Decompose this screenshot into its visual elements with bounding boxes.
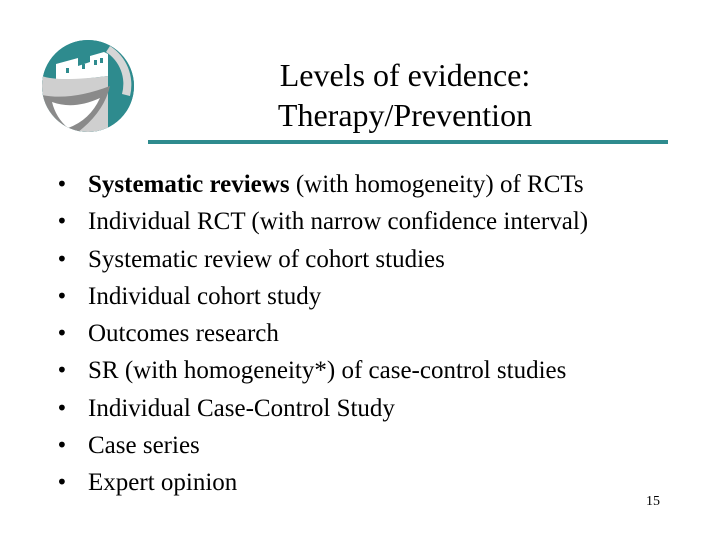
list-item xyxy=(50,241,700,278)
title-line-1: Levels of evidence: xyxy=(279,57,531,93)
list-item xyxy=(50,278,700,315)
title-divider xyxy=(148,140,668,144)
bullet-icon: • xyxy=(56,283,68,308)
slide-title xyxy=(190,55,620,135)
list-item-text: SR (with homogeneity*) of case-control studies xyxy=(88,357,567,385)
list-item xyxy=(50,427,700,464)
bullet-icon: • xyxy=(56,321,68,346)
bullet-icon: • xyxy=(56,358,68,383)
list-item-text: Systematic review of cohort studies xyxy=(88,245,445,273)
bullet-icon: • xyxy=(56,470,68,495)
title-line-2: Therapy/Prevention xyxy=(277,97,533,133)
list-item-text: Individual Case-Control Study xyxy=(88,394,395,422)
bullet-icon: • xyxy=(56,395,68,420)
list-item xyxy=(50,315,700,352)
list-item xyxy=(50,464,700,501)
bullet-icon: • xyxy=(56,246,68,271)
page-number: 15 xyxy=(646,494,660,509)
building-logo-icon xyxy=(38,36,138,136)
list-item-text: Outcomes research xyxy=(88,320,279,348)
list-item xyxy=(50,166,700,203)
list-item xyxy=(50,352,700,389)
list-item-text: Individual cohort study xyxy=(88,282,322,310)
list-item-text: Expert opinion xyxy=(88,469,238,497)
list-item xyxy=(50,390,700,427)
list-item-text: (with homogeneity) of RCTs xyxy=(289,171,584,198)
list-item-text: Individual RCT (with narrow confidence interval) xyxy=(88,208,589,236)
bullet-icon: • xyxy=(56,433,68,458)
list-item-bold: Systematic reviews xyxy=(88,171,290,198)
list-item xyxy=(50,203,700,240)
bullet-icon: • xyxy=(56,172,68,196)
list-item-text: Case series xyxy=(88,432,200,460)
bullet-icon: • xyxy=(56,209,68,234)
evidence-levels-list xyxy=(50,166,700,502)
